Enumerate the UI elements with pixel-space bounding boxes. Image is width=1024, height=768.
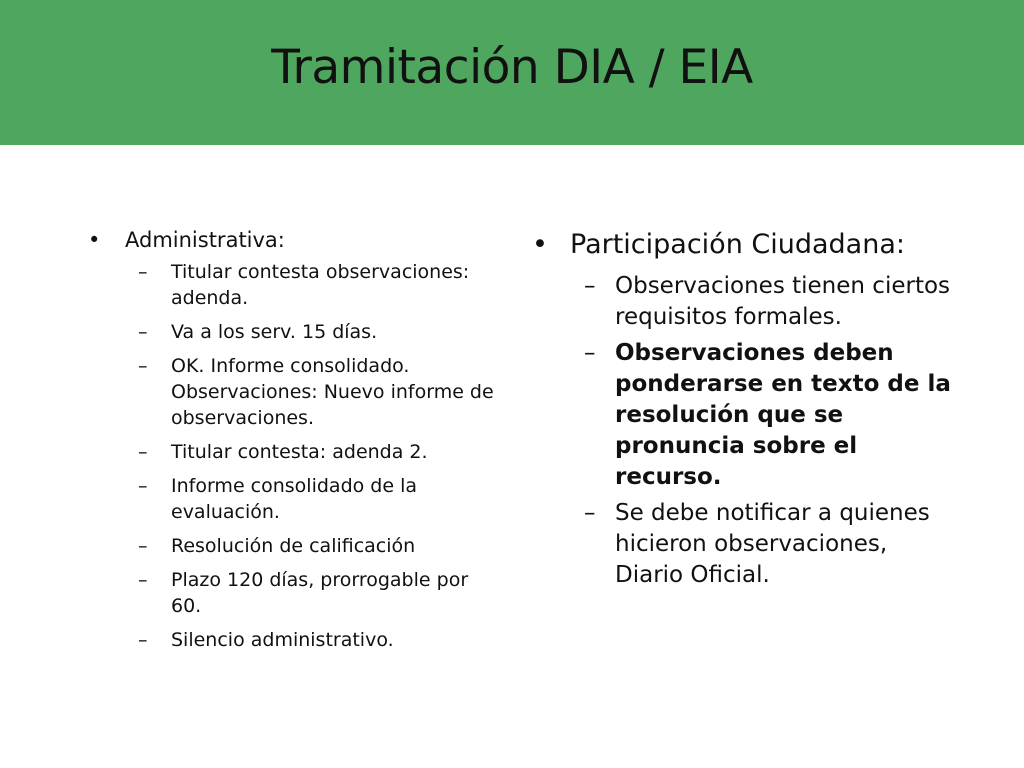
bullet-participacion: [532, 226, 952, 263]
dash-icon: –: [138, 355, 148, 377]
sub-item: [88, 319, 498, 345]
slide-title: Tramitación DIA / EIA: [271, 40, 753, 95]
sub-item-emphasis: [532, 338, 952, 493]
bullet-administrativa: [88, 226, 498, 254]
dash-icon: –: [138, 475, 148, 497]
sub-item: [88, 627, 498, 653]
dash-icon: –: [584, 273, 596, 299]
bullet-icon: •: [532, 229, 548, 260]
dash-icon: –: [138, 629, 148, 651]
dash-icon: –: [138, 535, 148, 557]
dash-icon: –: [138, 261, 148, 283]
dash-icon: –: [138, 441, 148, 463]
sub-item-text: Observaciones tienen ciertos requisitos formales.: [615, 273, 951, 330]
sub-item: [532, 271, 952, 333]
sub-item-text: Titular contesta: adenda 2.: [171, 441, 428, 463]
sub-item-text: Resolución de calificación: [171, 535, 416, 557]
sub-item-text: Plazo 120 días, prorrogable por 60.: [171, 569, 469, 617]
dash-icon: –: [138, 569, 148, 591]
sub-item: [88, 353, 498, 431]
sub-item: [88, 567, 498, 619]
sub-item: [88, 533, 498, 559]
dash-icon: –: [584, 340, 596, 366]
sub-item-text: Va a los serv. 15 días.: [171, 321, 378, 343]
title-banner: [0, 0, 1024, 145]
sub-item-text: OK. Informe consolidado. Observaciones: Nuevo informe de observaciones.: [171, 355, 494, 429]
sub-item-text: Informe consolidado de la evaluación.: [171, 475, 418, 523]
right-column-participacion: [532, 226, 952, 596]
bullet-icon: •: [88, 228, 101, 252]
sub-item: [88, 259, 498, 311]
dash-icon: –: [138, 321, 148, 343]
sub-item-text: Se debe notificar a quienes hicieron observaciones, Diario Oficial.: [615, 500, 930, 588]
sub-item: [88, 473, 498, 525]
left-column-administrativa: [88, 226, 498, 661]
bullet-label: Participación Ciudadana:: [570, 229, 905, 260]
bullet-label: Administrativa:: [125, 228, 285, 252]
sub-item-text: Observaciones deben ponderarse en texto de la resolución que se pronuncia sobre el recurso.: [615, 340, 951, 490]
dash-icon: –: [584, 500, 596, 526]
sub-item: [88, 439, 498, 465]
sub-item-text: Titular contesta observaciones: adenda.: [171, 261, 470, 309]
sub-item: [532, 498, 952, 591]
sub-item-text: Silencio administrativo.: [171, 629, 394, 651]
